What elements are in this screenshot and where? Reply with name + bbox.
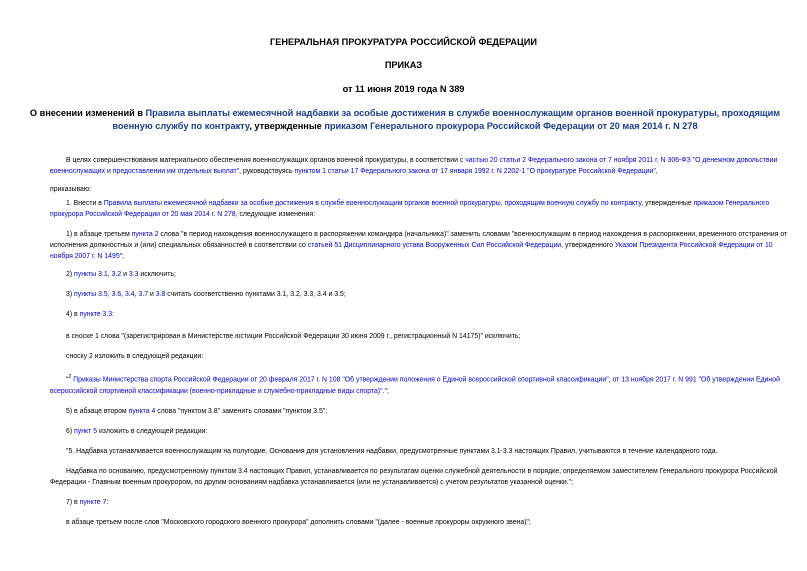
document-title: [22, 107, 788, 133]
paragraph-punkt-5-text: "5. Надбавка устанавливается военнослужащим на полугодие. Основания для установления надбавки, предусмотренные пунктами 3.1-3.3 настоящих Правил, учитываются в течение календарного года.: [66, 448, 718, 455]
paragraph-sub-3: 3) пункты 3.5, 3.6, 3.4, 3.7 и 3.8 считать соответственно пунктами 3.1, 3.2, 3.3, 3.4 и 3.5;: [66, 291, 346, 298]
paragraph-footnote-2: сноску 2 изложить в следующей редакции:: [66, 353, 204, 360]
link-punkt-3-1[interactable]: пункты 3.1: [74, 271, 108, 278]
paragraph-punkt-7-text: в абзаце третьем после слов "Московского городского военного прокурора" дополнить словами "(далее - военные прокуроры окружного звена)";: [66, 519, 531, 526]
paragraph-preamble: В целях совершенствования материального обеспечения военнослужащих органов военной прокуратуры, в соответствии с частью 20 статьи 2 Федерального закона от 7 ноября 2011 г. N 306-ФЗ "О денежном довольствии военнослужащих и предоставлении им отдельных выплат", руководствуясь пунктом 1 статьи 17 Федерального закона от 17 января 1992 г. N 2202-1 "О прокуратуре Российской Федерации",: [50, 157, 778, 176]
title-link-order[interactable]: приказом Генерального прокурора Российской Федерации от 20 мая 2014 г. N 278: [324, 121, 698, 131]
title-link-rules[interactable]: Правила выплаты ежемесячной надбавки за особые достижения в службе военнослужащим органов военной прокуратуры, проходящим военную службу по контракту: [112, 108, 781, 131]
link-punkt-3-3b[interactable]: пункте 3.3: [79, 311, 113, 318]
org-heading: ГЕНЕРАЛЬНАЯ ПРОКУРАТУРА РОССИЙСКОЙ ФЕДЕРАЦИИ: [270, 37, 537, 47]
link-punkt-4[interactable]: пункта 4: [128, 408, 156, 415]
date-number-heading: от 11 июня 2019 года N 389: [342, 84, 465, 94]
paragraph-footnote-2-text: "$^2$ Приказы Министерства спорта Российской Федерации от 20 февраля 2017 г. N 108 "Об утверждении положения о Единой всероссийской спортивной классификации", от 13 ноября 2017 г. N 991 "Об утверждении Единой всероссийской спортивной классификации (военно-прикладные и служебно-прикладные виды спорта)".";: [50, 374, 780, 395]
paragraph-sub-1: 1) в абзаце третьем пункта 2 слова "в период нахождения военнослужащего в распоряжении командира (начальника)" заменить словами "военнослужащим в период нахождения в распоряжении, временного отстранения от исполнения должностных и (или) специальных обязанностей в соответствии со статьей 51 Дисциплинарного устава Вооруженных Сил Российской Федерации, утвержденного Указом Президента Российской Федерации от 10 ноября 2007 г. N 1495";: [50, 231, 788, 261]
link-federal-law-2202[interactable]: пунктом 1 статьи 17 Федерального закона от 17 января 1992 г. N 2202-1 "О прокуратуре Российской Федерации": [294, 168, 656, 176]
paragraph-sub-2: 2) пункты 3.1, 3.2 и 3.3 исключить;: [66, 271, 176, 278]
link-sport-order-991[interactable]: от 13 ноября 2017 г. N 991 "Об утверждении Единой всероссийской спортивной классификации (военно-прикладные и служебно-прикладные виды спорта)": [50, 376, 780, 395]
paragraph-sub-7: 7) в пункте 7:: [66, 499, 109, 506]
link-punkt-3-2[interactable]: 3.2: [111, 271, 122, 278]
doc-type-heading: ПРИКАЗ: [384, 60, 423, 70]
title-text-2: , утвержденные: [249, 121, 325, 131]
paragraph-footnote-1: в сноске 1 слова "(зарегистрирован в Министерстве юстиции Российской Федерации 30 июня 2009 г., регистрационный N 14175)" исключить;: [66, 333, 521, 340]
link-order-278[interactable]: приказом Генерального прокурора Российской Федерации от 20 мая 2014 г. N 278: [50, 200, 770, 219]
link-punkt-5[interactable]: пункт 5: [74, 428, 98, 435]
link-punkt-3-4[interactable]: 3.4: [125, 291, 135, 298]
link-punkt-3-7[interactable]: 3.7: [138, 291, 149, 298]
paragraph-sub-6: 6) пункт 5 изложить в следующей редакции:: [66, 428, 208, 435]
link-punkt-3-5[interactable]: пункты 3.5: [74, 291, 108, 298]
paragraph-item-1: 1. Внести в Правила выплаты ежемесячной надбавки за особые достижения в службе военнослужащим органов военной прокуратуры, проходящим военную службу по контракту, утвержденные приказом Генерального прокурора Российской Федерации от 20 мая 2014 г. N 278, следующие изменения:: [50, 200, 770, 219]
paragraph-punkt-5-text-2: Надбавка по основанию, предусмотренному пунктом 3.4 настоящих Правил, устанавливается по результатам оценки служебной деятельности в порядке, определяемом заместителем Генерального прокурора Российской Федерации - Главным военным прокурором, по другим основаниям надбавка устанавливается (или не устанавливается) с учетом результатов указанной оценки.";: [50, 468, 778, 487]
link-decree-1495[interactable]: Указом Президента Российской Федерации от 10 ноября 2007 г. N 1495: [50, 242, 773, 261]
link-punkt-3-3[interactable]: 3.3: [128, 271, 139, 278]
link-punkt-3-8[interactable]: 3.8: [155, 291, 166, 298]
link-article-51[interactable]: статьей 51 Дисциплинарного устава Вооруженных Сил Российской Федерации: [307, 242, 562, 250]
link-punkt-2[interactable]: пункта 2: [131, 231, 159, 238]
link-punkt-7[interactable]: пункте 7: [79, 499, 107, 506]
link-federal-law-306[interactable]: частью 20 статьи 2 Федерального закона от 7 ноября 2011 г. N 306-ФЗ "О денежном довольствии военнослужащих и предоставлении им отдельных выплат": [50, 157, 778, 176]
paragraph-sub-5: 5) в абзаце втором пункта 4 слова "пунктом 3.8" заменить словами "пунктом 3.5";: [66, 408, 328, 415]
link-rules[interactable]: Правила выплаты ежемесячной надбавки за особые достижения в службе военнослужащим органов военной прокуратуры, проходящим военную службу по контракту: [103, 200, 642, 207]
title-text-1: О внесении изменений в: [29, 108, 146, 118]
link-sport-order-108[interactable]: Приказы Министерства спорта Российской Федерации от 20 февраля 2017 г. N 108 "Об утверждении положения о Единой всероссийской спортивной классификации": [73, 376, 609, 384]
paragraph-order-word: приказываю:: [50, 186, 91, 193]
link-punkt-3-6[interactable]: 3.6: [111, 291, 122, 298]
paragraph-sub-4: 4) в пункте 3.3:: [66, 311, 115, 318]
